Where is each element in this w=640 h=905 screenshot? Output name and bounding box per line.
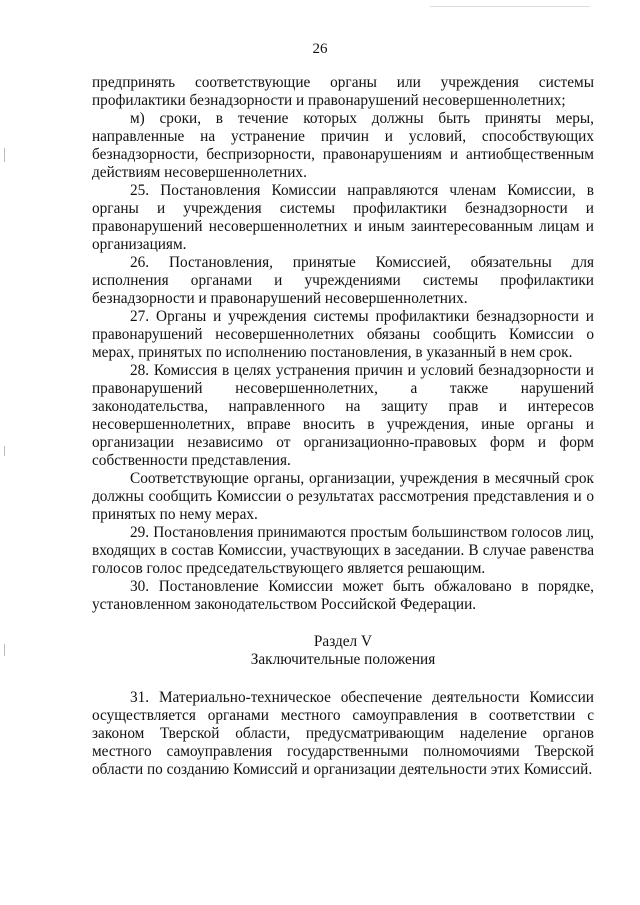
scan-artifact <box>4 446 5 456</box>
scan-artifact <box>4 644 5 656</box>
paragraph: 31. Материально-техническое обеспечение деятельности Комиссии осуществляется органами местного самоуправления в соответствии с законом Тверской области, предусматривающим наделение органов местного самоуправления государственными полномочиями Тверской области по созданию Комиссий и организации деятельности этих Комиссий. <box>92 689 594 778</box>
scan-artifact <box>430 6 590 7</box>
paragraph: 26. Постановления, принятые Комиссией, обязательны для исполнения органами и учреждениями системы профилактики безнадзорности и правонарушений несовершеннолетних. <box>92 254 594 307</box>
page-number: 26 <box>312 41 328 57</box>
scan-artifact <box>4 148 5 162</box>
paragraph: 25. Постановления Комиссии направляются членам Комиссии, в органы и учреждения системы профилактики безнадзорности и правонарушений несовершеннолетних и иным заинтересованным лицам и организациям. <box>92 182 594 253</box>
paragraph: 29. Постановления принимаются простым большинством голосов лиц, входящих в состав Комиссии, участвующих в заседании. В случае равенства голосов голос председательствующего является решающим. <box>92 524 594 577</box>
section-title: Раздел V <box>313 633 373 650</box>
section-subtitle: Заключительные положения <box>250 651 436 668</box>
paragraph: 28. Комиссия в целях устранения причин и условий безнадзорности и правонарушений несовершеннолетних, а также нарушений законодательства, направленного на защиту прав и интересов несовершеннолетних, вправе вносить в учреждения, иные органы и организации независимо от организационно-правовых форм и форм собственности представления. <box>92 362 594 469</box>
paragraph: м) сроки, в течение которых должны быть приняты меры, направленные на устранение причин и условий, способствующих безнадзорности, беспризорности, правонарушениям и антиобщественным действиям несовершеннолетних. <box>92 110 594 181</box>
document-body <box>92 74 594 779</box>
paragraph: 30. Постановление Комиссии может быть обжаловано в порядке, установленном законодательством Российской Федерации. <box>92 578 594 613</box>
paragraph: Соответствующие органы, организации, учреждения в месячный срок должны сообщить Комиссии о результатах рассмотрения представления и о принятых по нему мерах. <box>92 470 594 523</box>
paragraph: 27. Органы и учреждения системы профилактики безнадзорности и правонарушений несовершеннолетних обязаны сообщить Комиссии о мерах, принятых по исполнению постановления, в указанный в нем срок. <box>92 308 594 361</box>
paragraph: предпринять соответствующие органы или учреждения системы профилактики безнадзорности и правонарушений несовершеннолетних; <box>92 74 594 109</box>
